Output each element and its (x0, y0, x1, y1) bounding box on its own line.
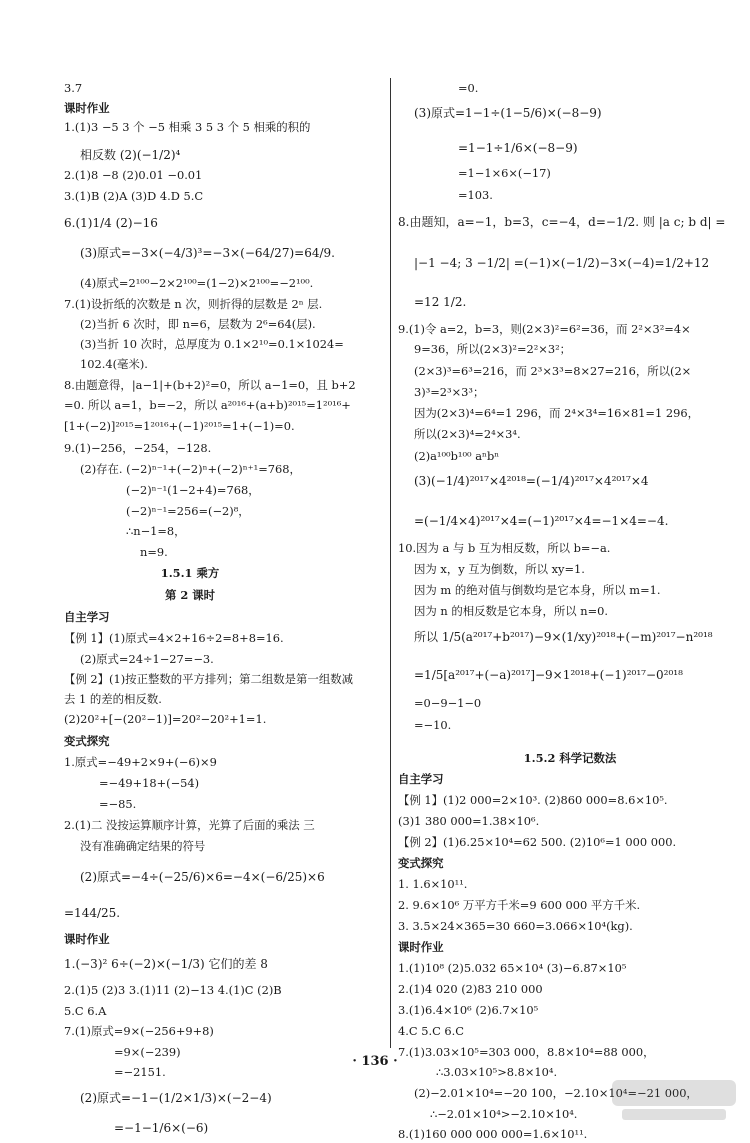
text-line: 1.(1)3 −5 3 个 −5 相乘 3 5 3 个 5 相乘的积的 (64, 120, 311, 134)
text-line: 第 2 课时 (164, 588, 216, 602)
text-line: 2. 9.6×10⁶ 万平方千米=9 600 000 平方千米. (398, 898, 641, 912)
text-line: |−1 −4; 3 −1/2| =(−1)×(−1/2)−3×(−4)=1/2+12 (414, 256, 710, 270)
text-line: 10.因为 a 与 b 互为相反数，所以 b=−a. (398, 541, 611, 555)
text-line: (3)1 380 000=1.38×10⁶. (398, 814, 540, 828)
text-line: =0−9−1−0 (414, 696, 482, 710)
text-line: 102.4(毫米). (80, 357, 148, 371)
text-line: (2)存在. (−2)ⁿ⁻¹+(−2)ⁿ+(−2)ⁿ⁺¹=768， (80, 462, 301, 476)
text-line: 3.(1)B (2)A (3)D 4.D 5.C (64, 189, 204, 203)
text-line: 2.(1)二 没按运算顺序计算，光算了后面的乘法 三 (64, 818, 315, 832)
text-line: 1.5.2 科学记数法 (523, 751, 617, 765)
text-line: 9=36，所以(2×3)²=2²×3²； (414, 342, 572, 356)
text-line: 7.(1)设折纸的次数是 n 次，则折得的层数是 2ⁿ 层. (64, 297, 323, 311)
text-line: 2.(1)4 020 (2)83 210 000 (398, 982, 543, 996)
text-line: (2)当折 6 次时，即 n=6，层数为 2⁶=64(层). (80, 317, 316, 331)
text-line: (2)−2.01×10⁴=−20 100，−2.10×10⁴=−21 000， (414, 1086, 698, 1100)
text-line: (3)原式=−3×(−4/3)³=−3×(−64/27)=64/9. (80, 246, 335, 260)
text-line: 1.(−3)² 6÷(−2)×(−1/3) 它们的差 8 (64, 957, 268, 971)
text-line: (−2)ⁿ⁻¹(1−2+4)=768， (126, 483, 260, 497)
text-line: (2)原式=24÷1−27=−3. (80, 652, 214, 666)
text-line: 7.(1)3.03×10⁵=303 000，8.8×10⁴=88 000， (398, 1045, 655, 1059)
column-divider (390, 78, 391, 1048)
text-line: 【例 1】(1)原式=4×2+16÷2=8+8=16. (64, 631, 284, 645)
text-line: ∴−2.01×10⁴>−2.10×10⁴. (430, 1107, 578, 1121)
text-line: 1. 1.6×10¹¹. (398, 877, 468, 891)
text-line: 课时作业 (64, 101, 110, 115)
text-line: 6.(1)1/4 (2)−16 (64, 216, 158, 230)
text-line: (3)当折 10 次时，总厚度为 0.1×2¹⁰=0.1×1024= (80, 337, 344, 351)
text-line: =144/25. (64, 906, 121, 920)
text-line: =−10. (414, 718, 452, 732)
text-line: =1−1×6×(−17) (458, 166, 551, 180)
text-line: 2.(1)8 −8 (2)0.01 −0.01 (64, 168, 203, 182)
text-line: (−2)ⁿ⁻¹=256=(−2)⁸， (126, 504, 250, 518)
page-number: · 136 · (352, 1054, 398, 1069)
text-line: 3)³=2³×3³； (414, 385, 485, 399)
text-line: [1+(−2)]²⁰¹⁵=1²⁰¹⁶+(−1)²⁰¹⁵=1+(−1)=0. (64, 419, 295, 433)
text-line: 3.(1)6.4×10⁶ (2)6.7×10⁵ (398, 1003, 539, 1017)
text-line: 因为 x，y 互为倒数，所以 xy=1. (414, 562, 585, 576)
text-line: 因为 m 的绝对值与倒数均是它本身，所以 m=1. (414, 583, 661, 597)
text-line: =−49+18+(−54) (99, 776, 200, 790)
text-line: =0. (458, 81, 479, 95)
text-line: 课时作业 (64, 932, 110, 946)
text-line: (2)20²+[−(20²−1)]=20²−20²+1=1. (64, 712, 267, 726)
text-line: (3)(−1/4)²⁰¹⁷×4²⁰¹⁸=(−1/4)²⁰¹⁷×4²⁰¹⁷×4 (414, 474, 649, 488)
text-line: =(−1/4×4)²⁰¹⁷×4=(−1)²⁰¹⁷×4=−1×4=−4. (414, 514, 669, 528)
text-line: n=9. (140, 545, 168, 559)
text-line: 1.原式=−49+2×9+(−6)×9 (64, 755, 217, 769)
text-line: 因为 n 的相反数是它本身，所以 n=0. (414, 604, 609, 618)
text-line: =0. 所以 a=1，b=−2，所以 a²⁰¹⁶+(a+b)²⁰¹⁵=1²⁰¹⁶+ (64, 398, 351, 412)
text-line: 4.C 5.C 6.C (398, 1024, 464, 1038)
text-line: 1.5.1 乘方 (160, 566, 220, 580)
text-line: 自主学习 (398, 772, 444, 786)
text-line: 相反数 (2)(−1/2)⁴ (80, 148, 181, 162)
text-line: =9×(−239) (114, 1045, 181, 1059)
text-line: (2)a¹⁰⁰b¹⁰⁰ aⁿbⁿ (414, 449, 500, 463)
text-line: ∴3.03×10⁵>8.8×10⁴. (436, 1065, 558, 1079)
text-line: 因为(2×3)⁴=6⁴=1 296，而 2⁴×3⁴=16×81=1 296， (414, 406, 699, 420)
text-line: 2.(1)5 (2)3 3.(1)11 (2)−13 4.(1)C (2)B (64, 983, 282, 997)
text-line: 3.7 (64, 81, 83, 95)
text-line: =12 1/2. (414, 295, 467, 309)
text-line: ∴n−1=8， (126, 524, 186, 538)
text-line: 课时作业 (398, 940, 444, 954)
text-line: 5.C 6.A (64, 1004, 107, 1018)
text-line: 9.(1)令 a=2，b=3，则(2×3)²=6²=36，而 2²×3²=4× (398, 322, 691, 336)
text-line: 所以 1/5(a²⁰¹⁷+b²⁰¹⁷)−9×(1/xy)²⁰¹⁸+(−m)²⁰¹⁷−n²⁰¹⁸ (414, 630, 713, 644)
watermark-logo (610, 1078, 738, 1122)
text-line: 9.(1)−256，−254，−128. (64, 441, 212, 455)
text-line: (2×3)³=6³=216，而 2³×3³=8×27=216，所以(2× (414, 364, 692, 378)
text-line: =−2151. (114, 1065, 166, 1079)
text-line: 【例 2】(1)按正整数的平方排列；第二组数是第一组数减 (64, 672, 353, 686)
text-line: 变式探究 (64, 734, 110, 748)
text-line: =1/5[a²⁰¹⁷+(−a)²⁰¹⁷]−9×1²⁰¹⁸+(−1)²⁰¹⁷−0²⁰¹⁸ (414, 668, 683, 682)
text-line: (2)原式=−1−(1/2×1/3)×(−2−4) (80, 1091, 272, 1105)
text-line: 8.(1)160 000 000 000=1.6×10¹¹. (398, 1127, 588, 1141)
text-line: 7.(1)原式=9×(−256+9+8) (64, 1024, 214, 1038)
text-line: (3)原式=1−1÷(1−5/6)×(−8−9) (414, 106, 602, 120)
text-line: (4)原式=2¹⁰⁰−2×2¹⁰⁰=(1−2)×2¹⁰⁰=−2¹⁰⁰. (80, 276, 314, 290)
text-line: 1.(1)10⁸ (2)5.032 65×10⁴ (3)−6.87×10⁵ (398, 961, 627, 975)
text-line: 【例 2】(1)6.25×10⁴=62 500. (2)10⁶=1 000 000. (398, 835, 677, 849)
text-line: 所以(2×3)⁴=2⁴×3⁴. (414, 427, 521, 441)
text-line: 去 1 的差的相反数. (64, 692, 162, 706)
text-line: 8.由题知，a=−1，b=3，c=−4，d=−1/2. 则 |a c; b d| = (398, 215, 726, 229)
text-line: =−85. (99, 797, 137, 811)
text-line: 8.由题意得，|a−1|+(b+2)²=0，所以 a−1=0，且 b+2 (64, 378, 356, 392)
text-line: =1−1÷1/6×(−8−9) (458, 141, 578, 155)
text-line: =103. (458, 188, 493, 202)
text-line: =−1−1/6×(−6) (114, 1121, 209, 1135)
text-line: 【例 1】(1)2 000=2×10³. (2)860 000=8.6×10⁵. (398, 793, 668, 807)
text-line: 自主学习 (64, 610, 110, 624)
text-line: 变式探究 (398, 856, 444, 870)
text-line: (2)原式=−4÷(−25/6)×6=−4×(−6/25)×6 (80, 870, 325, 884)
text-line: 3. 3.5×24×365=30 660=3.066×10⁴(kg). (398, 919, 633, 933)
text-line: 没有准确确定结果的符号 (80, 839, 206, 853)
